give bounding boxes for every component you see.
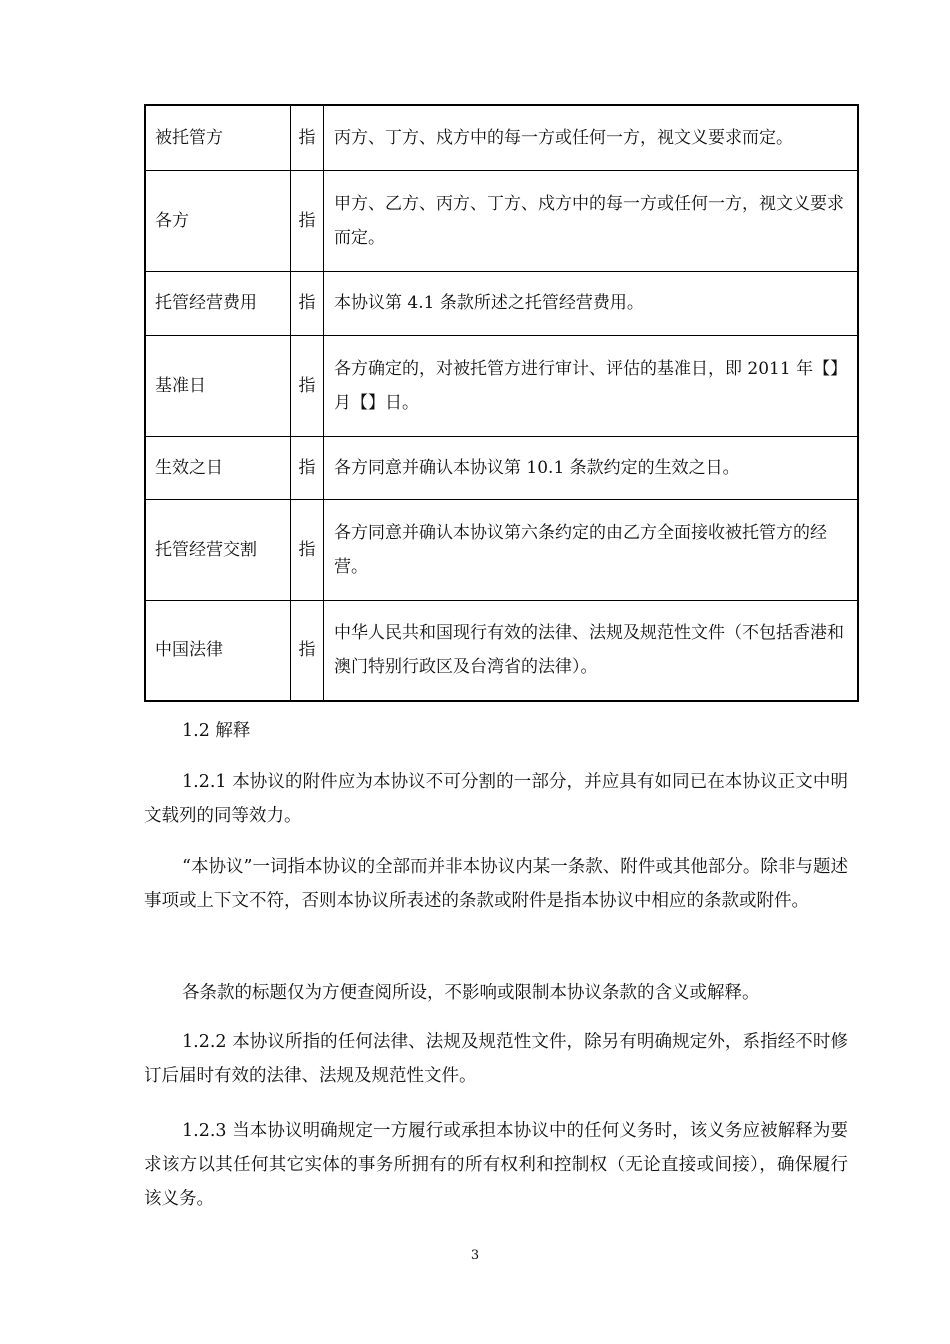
- definition-connector: 指: [291, 105, 324, 170]
- definition-connector: 指: [291, 170, 324, 271]
- clause-paragraph: 各条款的标题仅为方便查阅所设，不影响或限制本协议条款的含义或解释。: [182, 983, 760, 1003]
- table-row: [145, 436, 858, 499]
- definition-description: 丙方、丁方、戍方中的每一方或任何一方，视文义要求而定。: [324, 105, 859, 170]
- table-row: [145, 170, 858, 271]
- definition-term: 生效之日: [145, 436, 291, 499]
- definition-connector: 指: [291, 271, 324, 335]
- definition-description: 本协议第 4.1 条款所述之托管经营费用。: [324, 271, 859, 335]
- clause-paragraph: “本协议”一词指本协议的全部而并非本协议内某一条款、附件或其他部分。除非与题述事项或上下文不符，否则本协议所表述的条款或附件是指本协议中相应的条款或附件。: [144, 857, 848, 911]
- definition-connector: 指: [291, 499, 324, 600]
- table-row: [145, 335, 858, 436]
- definitions-table: [144, 104, 859, 702]
- definition-term: 托管经营交割: [145, 499, 291, 600]
- definition-connector: 指: [291, 600, 324, 701]
- table-row: [145, 271, 858, 335]
- clause-paragraph: 1.2.2 本协议所指的任何法律、法规及规范性文件，除另有明确规定外，系指经不时修订后届时有效的法律、法规及规范性文件。: [144, 1032, 848, 1086]
- definition-description: 各方同意并确认本协议第六条约定的由乙方全面接收被托管方的经营。: [324, 499, 859, 600]
- definition-term: 托管经营费用: [145, 271, 291, 335]
- table-row: [145, 600, 858, 701]
- definition-description: 各方同意并确认本协议第 10.1 条款约定的生效之日。: [324, 436, 859, 499]
- definition-description: 各方确定的，对被托管方进行审计、评估的基准日，即 2011 年【】月【】日。: [324, 335, 859, 436]
- definition-term: 中国法律: [145, 600, 291, 701]
- definition-term: 各方: [145, 170, 291, 271]
- definition-description: 甲方、乙方、丙方、丁方、戍方中的每一方或任何一方，视文义要求而定。: [324, 170, 859, 271]
- table-row: [145, 105, 858, 170]
- definition-term: 被托管方: [145, 105, 291, 170]
- definition-term: 基准日: [145, 335, 291, 436]
- definition-description: 中华人民共和国现行有效的法律、法规及规范性文件（不包括香港和澳门特别行政区及台湾省的法律）。: [324, 600, 859, 701]
- clause-paragraph: 1.2.1 本协议的附件应为本协议不可分割的一部分，并应具有如同已在本协议正文中明文载列的同等效力。: [144, 772, 848, 826]
- section-heading: 1.2 解释: [182, 721, 251, 741]
- clause-paragraph: 1.2.3 当本协议明确规定一方履行或承担本协议中的任何义务时，该义务应被解释为要求该方以其任何其它实体的事务所拥有的所有权利和控制权（无论直接或间接），确保履行该义务。: [144, 1121, 848, 1209]
- definition-connector: 指: [291, 436, 324, 499]
- definition-connector: 指: [291, 335, 324, 436]
- page-number: 3: [470, 1248, 480, 1263]
- table-row: [145, 499, 858, 600]
